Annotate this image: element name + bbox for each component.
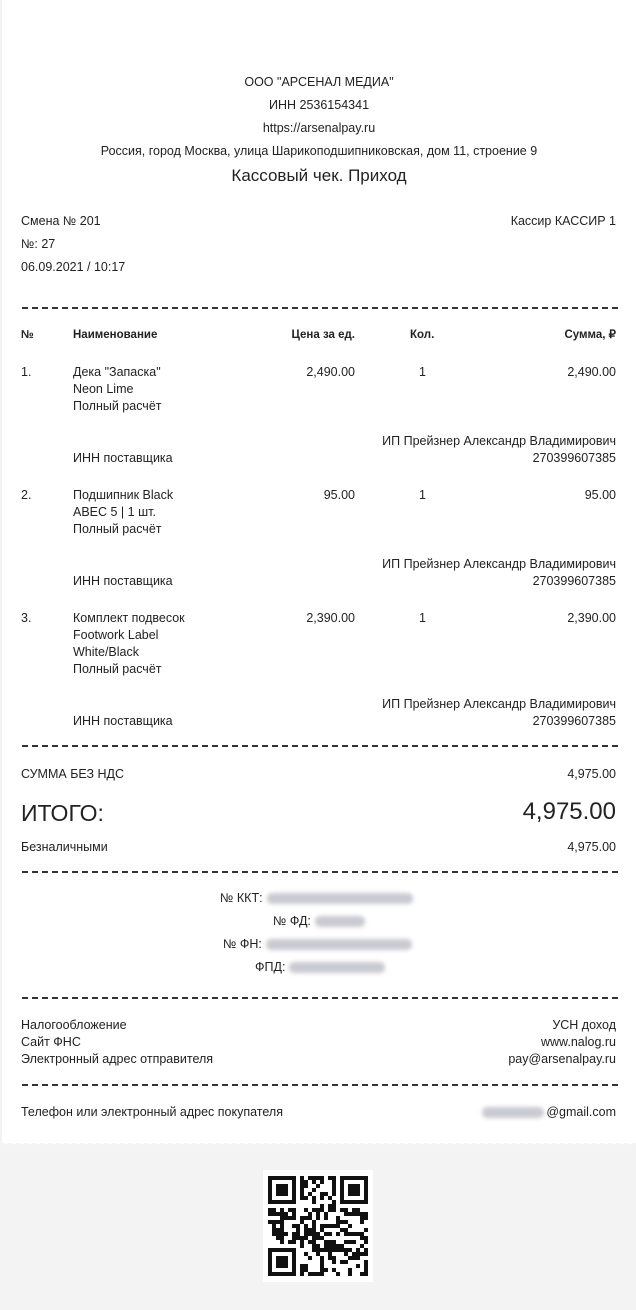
supplier-name: ИП Прейзнер Александр Владимирович [382,697,616,711]
item-price: 2,490.00 [306,365,355,379]
supplier-inn: 270399607385 [532,714,616,728]
item-name-line: Полный расчёт [73,522,162,536]
redacted-value [289,962,385,973]
divider [22,1084,618,1086]
total-value: 4,975.00 [522,798,616,825]
item-name-line: Комплект подвесок [73,611,185,625]
item-price: 2,390.00 [306,611,355,625]
cashier: Кассир КАССИР 1 [510,214,616,228]
supplier-inn-label: ИНН поставщика [73,451,173,465]
receipt-title: Кассовый чек. Приход [231,166,407,185]
taxation-label: Налогообложение [21,1018,127,1032]
redacted-value [267,893,413,904]
company-site: https://arsenalpay.ru [262,121,376,135]
item-num: 1. [21,365,32,379]
col-price: Цена за ед. [291,329,355,341]
col-num: № [21,329,34,341]
redacted-value [266,939,412,950]
supplier-name: ИП Прейзнер Александр Владимирович [382,557,616,571]
company-address: Россия, город Москва, улица Шарикоподшипниковская, дом 11, строение 9 [100,144,538,158]
fiscal-fd [273,913,365,929]
fn-label: № ФН: [223,937,262,951]
taxation-value: УСН доход [552,1018,616,1032]
redacted-value [482,1107,544,1118]
item-name-line: Подшипник Black [73,488,174,502]
buyer-email-suffix: @gmail.com [546,1105,616,1119]
item-name-line: Полный расчёт [73,399,162,413]
sender-value: pay@arsenalpay.ru [508,1052,616,1066]
item-name-line: Дека "Запаска" [73,365,161,379]
col-qty: Кол. [410,329,435,341]
shift-number: Смена № 201 [21,214,101,228]
item-name-line: Полный расчёт [73,662,162,676]
divider [22,871,618,873]
kkt-label: № ККТ: [220,891,263,905]
divider [22,997,618,999]
fd-label: № ФД: [273,914,311,928]
item-qty: 1 [419,611,426,625]
supplier-inn-label: ИНН поставщика [73,714,173,728]
fiscal-fn [223,936,412,952]
company-inn: ИНН 2536154341 [268,98,370,112]
cashless-label: Безналичными [21,840,108,854]
fns-label: Сайт ФНС [21,1035,81,1049]
supplier-name: ИП Прейзнер Александр Владимирович [382,434,616,448]
item-qty: 1 [419,488,426,502]
fiscal-kkt [220,890,413,906]
cashless-value: 4,975.00 [567,840,616,854]
item-sum: 2,390.00 [567,611,616,625]
receipt-number: №: 27 [21,237,56,251]
supplier-inn: 270399607385 [532,451,616,465]
company-name: ООО "АРСЕНАЛ МЕДИА" [244,75,394,89]
item-num: 2. [21,488,32,502]
item-qty: 1 [419,365,426,379]
total-label: ИТОГО: [21,800,104,826]
item-name-line: Footwork Label [73,628,159,642]
col-name: Наименование [73,329,158,341]
item-sum: 95.00 [584,488,616,502]
item-name-line: White/Black [73,645,139,659]
item-price: 95.00 [323,488,355,502]
buyer-label: Телефон или электронный адрес покупателя [21,1105,283,1119]
receipt-datetime: 06.09.2021 / 10:17 [21,260,126,274]
fpd-label: ФПД: [255,960,286,974]
supplier-inn-label: ИНН поставщика [73,574,173,588]
buyer-contact [482,1104,616,1120]
fns-value: www.nalog.ru [540,1035,616,1049]
col-sum: Сумма, ₽ [564,329,616,341]
item-sum: 2,490.00 [567,365,616,379]
divider [22,745,618,747]
receipt [2,0,636,1143]
item-name-line: ABEC 5 | 1 шт. [73,505,156,519]
item-name-line: Neon Lime [73,382,134,396]
item-num: 3. [21,611,32,625]
redacted-value [315,916,365,927]
fiscal-fpd [255,959,385,975]
divider [22,307,618,309]
supplier-inn: 270399607385 [532,574,616,588]
sender-label: Электронный адрес отправителя [21,1052,214,1066]
qr-code-icon [263,1170,373,1282]
no-vat-value: 4,975.00 [567,767,616,781]
no-vat-label: СУММА БЕЗ НДС [21,767,124,781]
